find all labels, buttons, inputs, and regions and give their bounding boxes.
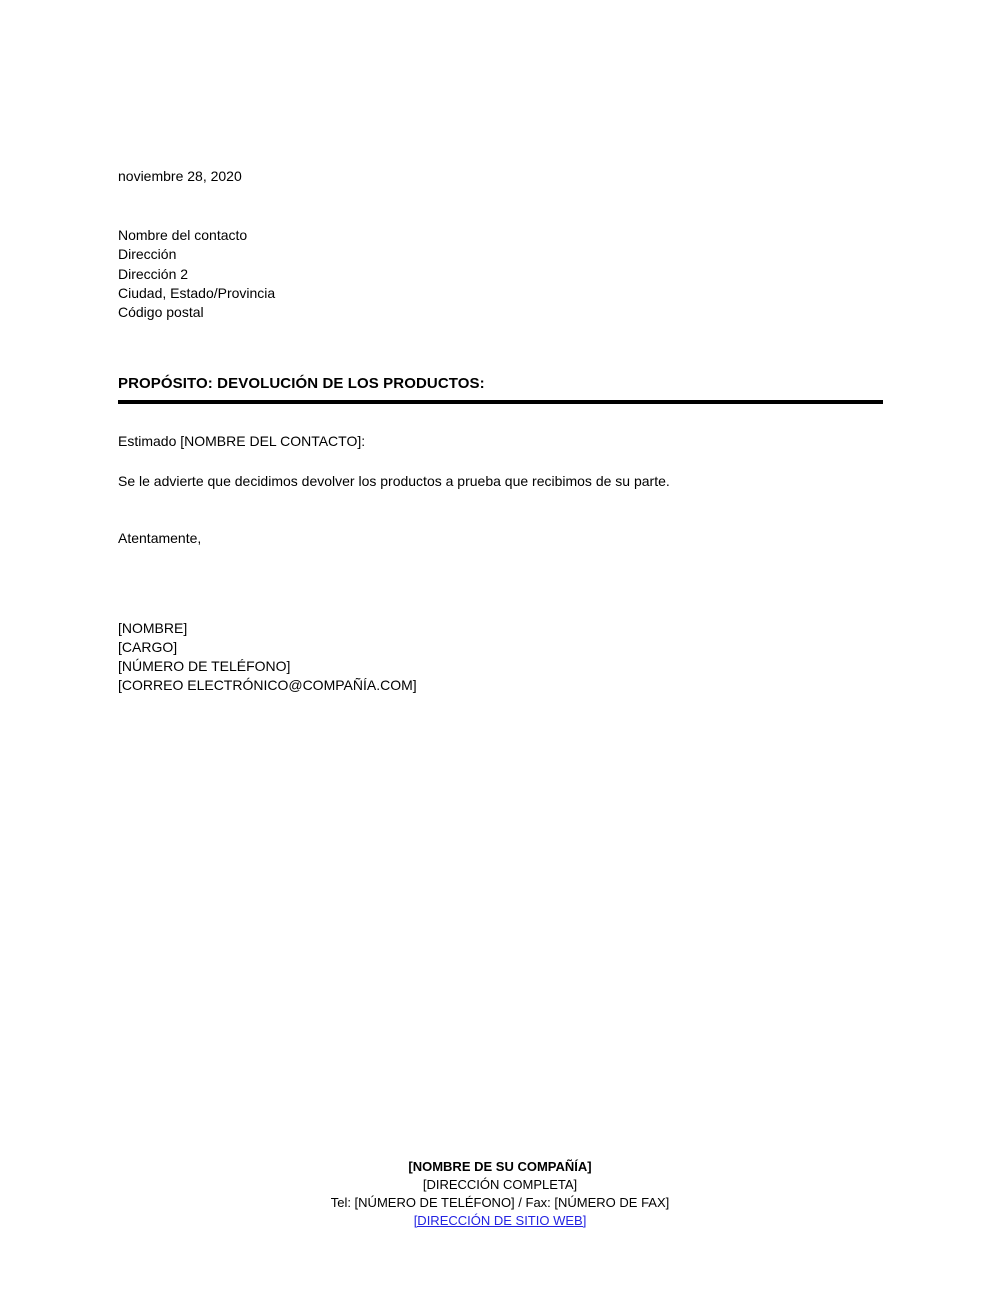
footer-address: [DIRECCIÓN COMPLETA] bbox=[422, 1177, 578, 1192]
footer-phone-fax: Tel: [NÚMERO DE TELÉFONO] / Fax: [NÚMERO DE FAX] bbox=[330, 1195, 670, 1210]
letter-date: noviembre 28, 2020 bbox=[118, 168, 242, 184]
recipient-postal-code: Código postal bbox=[118, 304, 204, 321]
website-link[interactable]: [DIRECCIÓN DE SITIO WEB] bbox=[413, 1213, 587, 1228]
recipient-address-2: Dirección 2 bbox=[118, 265, 189, 282]
recipient-address-1: Dirección bbox=[118, 246, 177, 263]
subject-heading: PROPÓSITO: DEVOLUCIÓN DE LOS PRODUCTOS: bbox=[118, 374, 883, 404]
recipient-contact-name: Nombre del contacto bbox=[118, 227, 248, 244]
signature-title: [CARGO] bbox=[118, 639, 178, 656]
signature-block bbox=[118, 619, 883, 696]
signature-name: [NOMBRE] bbox=[118, 619, 188, 636]
recipient-city-state: Ciudad, Estado/Provincia bbox=[118, 284, 276, 301]
body-paragraph: Se le advierte que decidimos devolver los productos a prueba que recibimos de su parte. bbox=[118, 473, 670, 490]
signature-email: [CORREO ELECTRÓNICO@COMPAÑÍA.COM] bbox=[118, 677, 417, 694]
footer-website-line bbox=[0, 1212, 1000, 1230]
company-footer bbox=[0, 1158, 1000, 1230]
salutation: Estimado [NOMBRE DEL CONTACTO]: bbox=[118, 433, 366, 450]
letter-content bbox=[118, 0, 883, 696]
closing: Atentamente, bbox=[118, 529, 202, 546]
signature-phone: [NÚMERO DE TELÉFONO] bbox=[118, 658, 291, 675]
recipient-address-block bbox=[118, 226, 883, 322]
footer-company-name: [NOMBRE DE SU COMPAÑÍA] bbox=[408, 1159, 592, 1174]
